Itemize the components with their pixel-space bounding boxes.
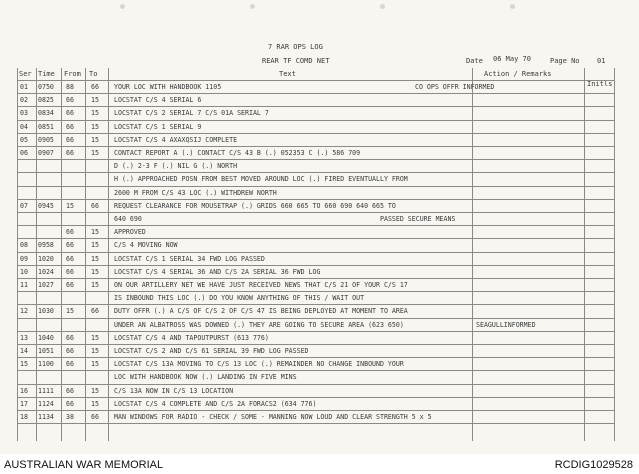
- cell-time: 0750: [38, 83, 54, 91]
- row-divider: [17, 146, 615, 147]
- row-divider: [17, 199, 615, 200]
- cell-ser: 03: [20, 109, 28, 118]
- cell-to: 15: [91, 386, 99, 395]
- cell-time: 1124: [38, 399, 54, 408]
- row-divider: [17, 238, 615, 239]
- cell-text: REQUEST CLEARANCE FOR MOUSETRAP (.) GRIDS 660 665 TO 660 690 640 665 TO: [114, 201, 396, 210]
- cell-from: 66: [66, 399, 74, 408]
- cell-to: 15: [91, 333, 99, 342]
- col-header-to: To: [89, 70, 98, 78]
- cell-ser: 09: [20, 254, 28, 263]
- row-divider: [17, 186, 615, 187]
- cell-action: PASSED SECURE MEANS: [380, 215, 456, 223]
- row-divider: [17, 252, 615, 253]
- column-divider: [584, 68, 585, 441]
- punch-hole: [250, 4, 255, 9]
- log-subtitle: REAR TF COMD NET: [262, 57, 330, 65]
- cell-from: 66: [66, 267, 74, 276]
- cell-from: 66: [66, 109, 74, 118]
- cell-ser: 12: [20, 307, 28, 316]
- col-header-action: Action / Remarks: [484, 70, 552, 78]
- cell-to: 15: [91, 360, 99, 369]
- row-divider: [17, 384, 615, 385]
- cell-to: 15: [91, 109, 99, 118]
- cell-text: D (.) 2-3 F (.) NIL G (.) NORTH: [114, 162, 238, 171]
- cell-text: 640 690: [114, 215, 142, 223]
- row-divider: [17, 331, 615, 332]
- archive-footer: [0, 454, 639, 474]
- cell-time: 0834: [38, 109, 54, 118]
- cell-text: LOCSTAT C/S 4 AXAXQSIJ COMPLETE: [114, 135, 238, 144]
- column-divider: [17, 68, 18, 441]
- cell-time: 1040: [38, 333, 54, 342]
- row-divider: [17, 423, 615, 424]
- cell-ser: 02: [20, 96, 28, 105]
- cell-time: 0851: [38, 122, 54, 131]
- cell-text: DUTY OFFR (.) A C/S OF C/S 2 OF C/S 47 IS BEING DEPLOYED AT MOMENT TO AREA: [114, 307, 408, 316]
- cell-text: APPROVED: [114, 228, 146, 237]
- cell-text: CONTACT REPORT A (.) CONTACT C/S 43 B (.) 052353 C (.) 586 709: [114, 149, 361, 157]
- cell-to: 15: [91, 228, 99, 237]
- column-divider: [36, 68, 37, 441]
- cell-to: 15: [91, 96, 99, 105]
- row-divider: [17, 344, 615, 345]
- cell-text: ON OUR ARTILLERY NET WE HAVE JUST RECEIVED NEWS THAT C/S 21 OF YOUR C/S 17: [114, 281, 408, 289]
- cell-ser: 16: [20, 386, 28, 395]
- cell-text: LOCSTAT C/S 1 SERIAL 9: [114, 122, 202, 131]
- cell-ser: 05: [20, 135, 28, 144]
- cell-text: LOCSTAT C/S 1 SERIAL 34 FWD LOG PASSED: [114, 254, 265, 263]
- cell-from: 38: [66, 413, 74, 421]
- cell-ser: 15: [20, 360, 28, 369]
- punch-hole: [510, 4, 515, 9]
- cell-to: 15: [91, 267, 99, 276]
- column-divider: [85, 68, 86, 441]
- cell-ser: 08: [20, 241, 28, 250]
- row-divider: [17, 318, 615, 319]
- row-divider: [17, 397, 615, 398]
- cell-text: H (.) APPROACHED POSN FROM BEST MOVED AROUND LOC (.) FIRED EVENTUALLY FROM: [114, 175, 408, 184]
- row-divider: [17, 357, 615, 358]
- cell-time: 0958: [38, 241, 54, 250]
- row-divider: [17, 278, 615, 279]
- cell-ser: 10: [20, 267, 28, 276]
- cell-text: LOCSTAT C/S 13A MOVING TO C/S 13 LOC (.) REMAINDER NO CHANGE INBOUND YOUR: [114, 360, 404, 369]
- col-header-text: Text: [279, 70, 296, 78]
- cell-text: LOCSTAT C/S 4 SERIAL 6: [114, 96, 202, 105]
- row-divider: [17, 106, 615, 107]
- cell-ser: 18: [20, 413, 28, 421]
- cell-action: SEAGULLINFORMED: [476, 320, 536, 329]
- cell-from: 66: [66, 135, 74, 144]
- cell-to: 66: [91, 201, 99, 210]
- cell-ser: 04: [20, 122, 28, 131]
- cell-time: 1030: [38, 307, 54, 316]
- row-divider: [17, 133, 615, 134]
- cell-text: LOCSTAT C/S 2 AND C/S 61 SERIAL 39 FWD LOG PASSED: [114, 347, 309, 355]
- cell-text: LOC WITH HANDBOOK NOW (.) LANDING IN FIVE MINS: [114, 373, 297, 382]
- cell-to: 15: [91, 254, 99, 263]
- cell-to: 15: [91, 347, 99, 355]
- row-divider: [17, 212, 615, 213]
- cell-text: MAN WINDOWS FOR RADIO - CHECK / SOME - MANNING NOW LOUD AND CLEAR STRENGTH 5 x 5: [114, 413, 432, 421]
- col-header-time: Time: [38, 70, 55, 78]
- column-divider: [108, 68, 109, 441]
- cell-ser: 13: [20, 333, 28, 342]
- log-title: 7 RAR OPS LOG: [268, 43, 323, 51]
- cell-to: 15: [91, 149, 99, 157]
- cell-time: 0945: [38, 201, 54, 210]
- cell-time: 1100: [38, 360, 54, 369]
- row-divider: [17, 291, 615, 292]
- cell-to: 66: [91, 83, 99, 91]
- cell-ser: 06: [20, 149, 28, 157]
- column-divider: [61, 68, 62, 441]
- cell-time: 1027: [38, 281, 54, 289]
- cell-from: 66: [66, 347, 74, 355]
- col-header-ser: Ser: [19, 70, 32, 78]
- cell-text: C/S 4 MOVING NOW: [114, 241, 178, 250]
- row-divider: [17, 370, 615, 371]
- cell-time: 1111: [38, 386, 54, 395]
- row-divider: [17, 159, 615, 160]
- row-divider: [17, 93, 615, 94]
- cell-text: LOCSTAT C/S 4 AND TAPOUTPURST (613 776): [114, 333, 269, 342]
- cell-text: LOCSTAT C/S 2 SERIAL 7 C/S 01A SERIAL 7: [114, 109, 269, 118]
- date-value: 06 May 70: [493, 55, 531, 63]
- cell-ser: 17: [20, 399, 28, 408]
- cell-to: 15: [91, 281, 99, 289]
- column-divider: [614, 68, 615, 441]
- cell-time: 1051: [38, 347, 54, 355]
- cell-text: IS INBOUND THIS LOC (.) DO YOU KNOW ANYTHING OF THIS / WAIT OUT: [114, 294, 365, 303]
- row-divider: [17, 265, 615, 266]
- cell-text: YOUR LOC WITH HANDBOOK 1105: [114, 83, 222, 91]
- row-divider: [17, 304, 615, 305]
- cell-ser: 11: [20, 281, 28, 289]
- cell-from: 88: [66, 83, 74, 91]
- cell-from: 15: [66, 307, 74, 316]
- cell-ser: 01: [20, 83, 28, 91]
- row-divider: [17, 410, 615, 411]
- punch-hole: [120, 4, 125, 9]
- cell-from: 66: [66, 96, 74, 105]
- cell-time: 1134: [38, 413, 54, 421]
- cell-from: 66: [66, 149, 74, 157]
- cell-text: 2600 M FROM C/S 43 LOC (.) WITHDREW NORTH: [114, 188, 277, 197]
- cell-time: 1024: [38, 267, 54, 276]
- row-divider: [17, 225, 615, 226]
- cell-from: 66: [66, 241, 74, 250]
- cell-from: 66: [66, 386, 74, 395]
- cell-time: 0825: [38, 96, 54, 105]
- cell-time: 0907: [38, 149, 54, 157]
- archive-reference: RCDIG1029528: [554, 459, 633, 471]
- cell-ser: 14: [20, 347, 28, 355]
- cell-from: 66: [66, 333, 74, 342]
- log-table: [17, 68, 615, 441]
- row-divider: [17, 120, 615, 121]
- row-divider: [17, 172, 615, 173]
- cell-from: 15: [66, 201, 74, 210]
- cell-from: 66: [66, 228, 74, 237]
- cell-text: UNDER AN ALBATROSS WAS DOWNED (.) THEY ARE GOING TO SECURE AREA (623 650): [114, 320, 404, 329]
- archive-name: AUSTRALIAN WAR MEMORIAL: [4, 459, 164, 471]
- page-number: 01: [597, 57, 606, 65]
- cell-time: 1020: [38, 254, 54, 263]
- cell-text: LOCSTAT C/S 4 COMPLETE AND C/S 2A FORACS2 (634 776): [114, 399, 317, 408]
- cell-to: 15: [91, 399, 99, 408]
- cell-ser: 07: [20, 201, 28, 210]
- cell-from: 66: [66, 254, 74, 263]
- cell-time: 0905: [38, 135, 54, 144]
- cell-from: 66: [66, 281, 74, 289]
- punch-holes: [0, 4, 639, 14]
- date-label: Date: [466, 57, 483, 65]
- col-header-initials: Initls: [587, 80, 613, 88]
- cell-to: 15: [91, 241, 99, 250]
- cell-to: 66: [91, 307, 99, 316]
- cell-text: LOCSTAT C/S 4 SERIAL 36 AND C/S 2A SERIAL 36 FWD LOG: [114, 267, 321, 276]
- cell-to: 15: [91, 135, 99, 144]
- col-header-from: From: [64, 70, 81, 78]
- page-label: Page No: [550, 57, 580, 65]
- cell-text: C/S 13A NOW IN C/S 13 LOCATION: [114, 386, 234, 395]
- cell-from: 66: [66, 360, 74, 369]
- cell-from: 66: [66, 122, 74, 131]
- column-divider: [472, 68, 473, 441]
- punch-hole: [380, 4, 385, 9]
- row-divider: [17, 80, 615, 81]
- cell-to: 15: [91, 122, 99, 131]
- cell-to: 66: [91, 413, 99, 421]
- cell-action: CO OPS OFFR INFORMED: [415, 83, 495, 91]
